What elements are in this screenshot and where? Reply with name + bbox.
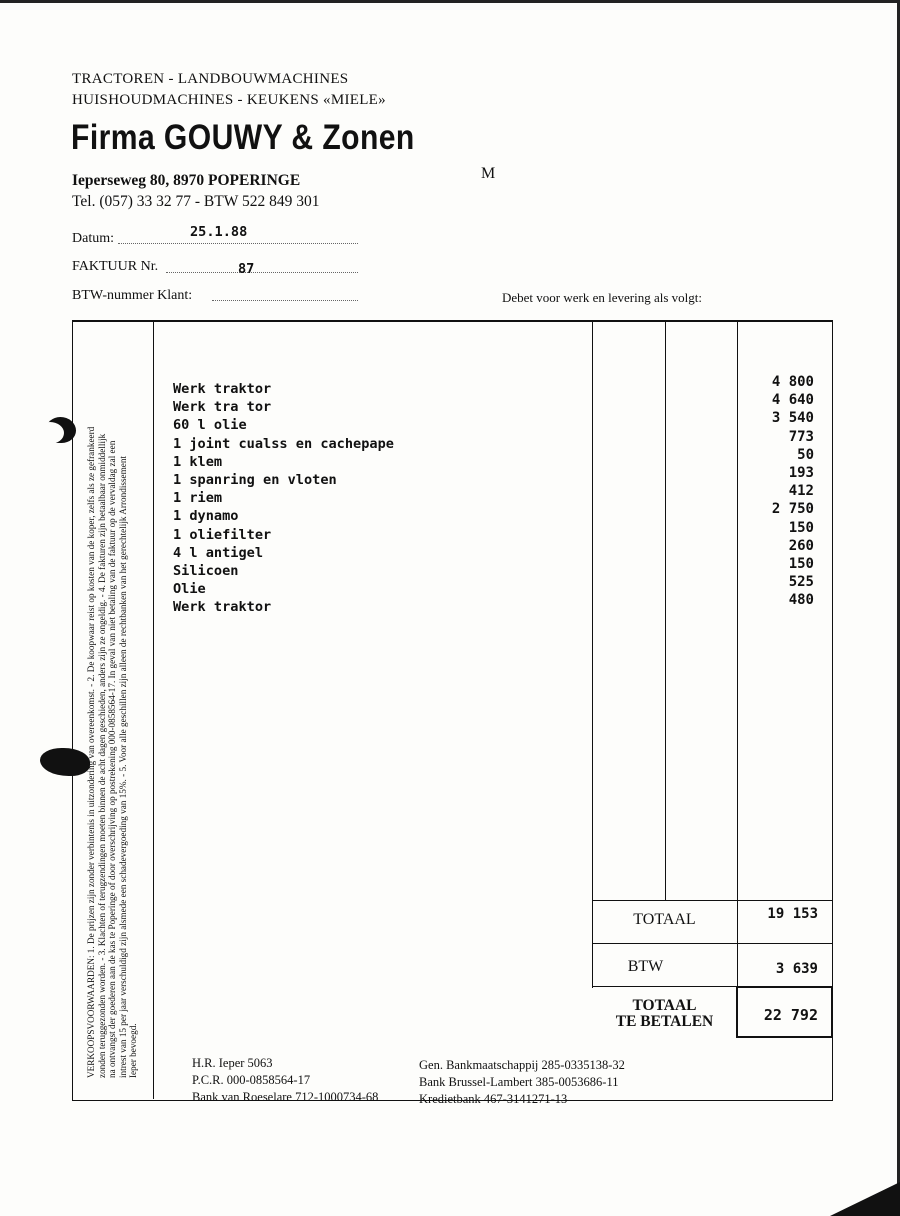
footer-bank-gen: Gen. Bankmaatschappij 285-0335138-32 bbox=[419, 1058, 625, 1072]
total-value: 19 153 bbox=[767, 906, 818, 922]
item-description: 1 dynamo bbox=[173, 508, 239, 525]
footer-bank-bbl: Bank Brussel-Lambert 385-0053686-11 bbox=[419, 1075, 619, 1089]
item-amount: 150 bbox=[788, 556, 814, 573]
sales-conditions-line: na ontvangst der goederen aan de kas te Poperinge of door overschrijving op postrekening 000-0858564-17. In geval van niet betaling van de faktuur op de vervaldag zal een bbox=[107, 440, 118, 1078]
item-description: Olie bbox=[173, 581, 206, 598]
footer-right bbox=[419, 1057, 625, 1108]
date-value: 25.1.88 bbox=[190, 224, 248, 240]
item-description: 60 l olie bbox=[173, 417, 247, 434]
vat-label: BTW bbox=[627, 958, 664, 975]
item-description: 1 klem bbox=[173, 453, 223, 470]
item-description: 1 riem bbox=[173, 490, 223, 507]
total-label: TOTAAL bbox=[633, 911, 696, 928]
item-descriptions bbox=[173, 380, 394, 617]
amount-column-mid-divider bbox=[665, 321, 666, 901]
scan-top-edge bbox=[0, 0, 900, 3]
item-amount: 2 750 bbox=[771, 501, 814, 518]
total-due-label-1: TOTAAL bbox=[632, 997, 697, 1014]
item-amounts bbox=[742, 373, 814, 610]
footer-left bbox=[192, 1055, 378, 1106]
total-due-label-2: TE BETALEN bbox=[615, 1013, 714, 1030]
vat-client-dotted-line bbox=[212, 300, 358, 301]
header-line-2: HUISHOUDMACHINES - KEUKENS «MIELE» bbox=[72, 92, 386, 108]
item-description: Silicoen bbox=[173, 563, 239, 580]
amount-column-left-divider bbox=[592, 321, 593, 988]
item-description: Werk traktor bbox=[173, 599, 272, 616]
invoice-number: 87 bbox=[238, 261, 255, 277]
item-description: 1 oliefilter bbox=[173, 526, 272, 543]
item-description: Werk traktor bbox=[173, 381, 272, 397]
item-amount: 50 bbox=[797, 446, 814, 463]
item-description: 1 joint cualss en cachepape bbox=[173, 435, 394, 452]
sales-conditions-line: zonden teruggezonden worden. - 3. Klachten of terugzendingen moeten binnen de acht dagen geschieden, anders zijn ze ongeldig. - 4. De fakturen zijn betaalbaar onmiddellijk bbox=[96, 433, 107, 1078]
header-line-1: TRACTOREN - LANDBOUWMACHINES bbox=[72, 71, 349, 87]
sales-conditions-line: intrest van 15 per jaar verschuldigd zijn alsmede een schadevergoeding van 15%. - 5. Voor alle geschillen zijn alleen de rechtbanken van het gerechtelijk Arrondissement bbox=[117, 456, 128, 1078]
item-amount: 193 bbox=[788, 465, 814, 482]
item-amount: 525 bbox=[788, 574, 814, 591]
item-amount: 4 640 bbox=[771, 392, 814, 409]
item-amount: 412 bbox=[788, 483, 814, 500]
date-dotted-line bbox=[118, 243, 358, 244]
sales-conditions-line: VERKOOPSVOORWAARDEN: 1. De prijzen zijn zonder verbintenis in uitzondering van overeenkomst. - 2. De koopwaar reist op kosten van de koper, zelfs als ze gefrankeerd bbox=[86, 426, 96, 1078]
firm-phone-vat: Tel. (057) 33 32 77 - BTW 522 849 301 bbox=[72, 193, 320, 210]
vat-value: 3 639 bbox=[775, 961, 818, 977]
firm-address: Ieperseweg 80, 8970 POPERINGE bbox=[72, 172, 301, 189]
punch-hole-top-inner bbox=[36, 422, 64, 444]
handwritten-mark: M bbox=[481, 165, 496, 182]
invoice-dotted-line bbox=[166, 272, 358, 273]
vat-client-label: BTW-nummer Klant: bbox=[72, 288, 193, 303]
amount-column-right-divider bbox=[737, 321, 738, 988]
footer-registry: H.R. Ieper 5063 bbox=[192, 1056, 273, 1070]
sales-conditions bbox=[86, 427, 139, 1078]
item-description: Werk tra tor bbox=[173, 399, 272, 416]
invoice-label: FAKTUUR Nr. bbox=[72, 259, 159, 274]
scan-corner-shadow bbox=[830, 1182, 900, 1216]
item-description: 4 l antigel bbox=[173, 544, 264, 561]
item-description: 1 spanring en vloten bbox=[173, 472, 337, 489]
sales-conditions-line: Ieper bevoegd. bbox=[128, 1023, 139, 1078]
footer-bank-roeselare: Bank van Roeselare 712-1000734-68 bbox=[192, 1090, 379, 1104]
item-amount: 4 800 bbox=[771, 374, 814, 390]
footer-bank-kredietbank: Kredietbank 467-3141271-13 bbox=[419, 1092, 568, 1106]
date-label: Datum: bbox=[72, 231, 114, 246]
total-due-value: 22 792 bbox=[763, 1006, 818, 1024]
item-amount: 260 bbox=[788, 537, 814, 554]
conditions-column-divider bbox=[153, 321, 154, 1099]
debit-note: Debet voor werk en levering als volgt: bbox=[502, 290, 702, 305]
firm-name: Firma GOUWY & Zonen bbox=[71, 118, 415, 157]
footer-postal-account: P.C.R. 000-0858564-17 bbox=[192, 1073, 311, 1087]
item-amount: 773 bbox=[788, 428, 814, 445]
totals-top-line bbox=[592, 900, 832, 901]
item-amount: 150 bbox=[788, 519, 814, 536]
item-amount: 480 bbox=[788, 592, 814, 609]
item-amount: 3 540 bbox=[771, 410, 814, 427]
totals-mid-line bbox=[592, 943, 832, 944]
